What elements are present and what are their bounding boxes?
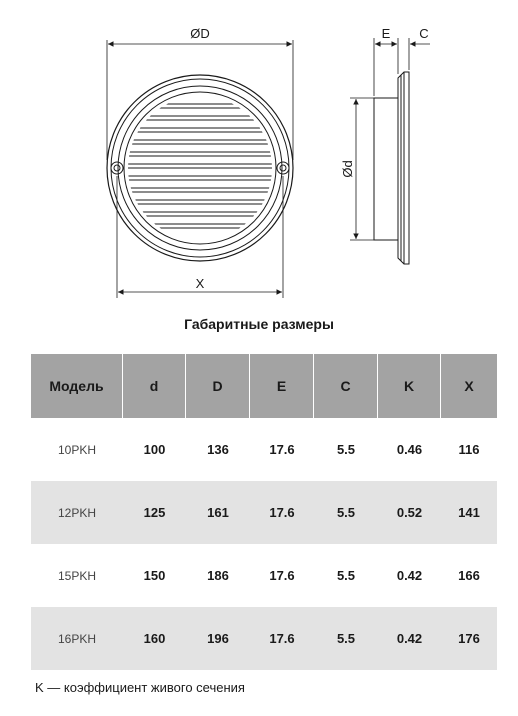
label-d: Ød <box>340 160 355 178</box>
label-E: E <box>381 26 391 41</box>
cell-E: 17.6 <box>250 481 314 544</box>
header-K: K <box>378 354 441 418</box>
cell-model: 10PKH <box>57 442 97 457</box>
table-row <box>31 481 497 544</box>
table-row <box>31 418 497 481</box>
cell-D: 136 <box>207 442 229 457</box>
footnote: K — коэффициент живого сечения <box>35 680 245 695</box>
header-d: d <box>123 354 186 418</box>
cell-D: 161 <box>186 481 250 544</box>
cell-C: 5.5 <box>336 442 356 457</box>
header-C: C <box>314 354 378 418</box>
section-title: Габаритные размеры <box>184 316 334 332</box>
cell-X: 116 <box>458 442 480 457</box>
cell-K: 0.52 <box>378 481 441 544</box>
front-view <box>107 75 293 261</box>
label-D: ØD <box>190 26 210 41</box>
label-X: X <box>195 276 205 291</box>
cell-X: 166 <box>458 568 480 583</box>
cell-model: 15PKH <box>57 568 97 583</box>
cell-model: 16PKH <box>31 607 123 670</box>
cell-E: 17.6 <box>250 607 314 670</box>
table-row <box>31 607 497 670</box>
table-row <box>31 544 497 607</box>
cell-K: 0.42 <box>378 607 441 670</box>
cell-model: 12PKH <box>31 481 123 544</box>
cell-E: 17.6 <box>269 568 295 583</box>
dimensions-table <box>31 354 497 670</box>
cell-C: 5.5 <box>314 481 378 544</box>
side-view <box>374 72 409 264</box>
cell-X: 176 <box>441 607 497 670</box>
cell-d: 150 <box>143 568 166 583</box>
cell-D: 186 <box>207 568 229 583</box>
cell-X: 141 <box>441 481 497 544</box>
cell-d: 100 <box>143 442 166 457</box>
cell-K: 0.42 <box>396 568 423 583</box>
cell-d: 160 <box>123 607 186 670</box>
header-X: X <box>441 354 497 418</box>
technical-drawing <box>0 0 518 310</box>
dimension-D <box>107 40 293 160</box>
cell-C: 5.5 <box>336 568 356 583</box>
cell-E: 17.6 <box>269 442 295 457</box>
cell-d: 125 <box>123 481 186 544</box>
cell-K: 0.46 <box>396 442 423 457</box>
cell-D: 196 <box>186 607 250 670</box>
header-model: Модель <box>31 354 123 418</box>
label-C: C <box>419 26 429 41</box>
cell-C: 5.5 <box>314 607 378 670</box>
dimension-E-C <box>374 38 430 96</box>
header-D: D <box>186 354 250 418</box>
header-E: E <box>250 354 314 418</box>
table-header-row <box>31 354 497 418</box>
